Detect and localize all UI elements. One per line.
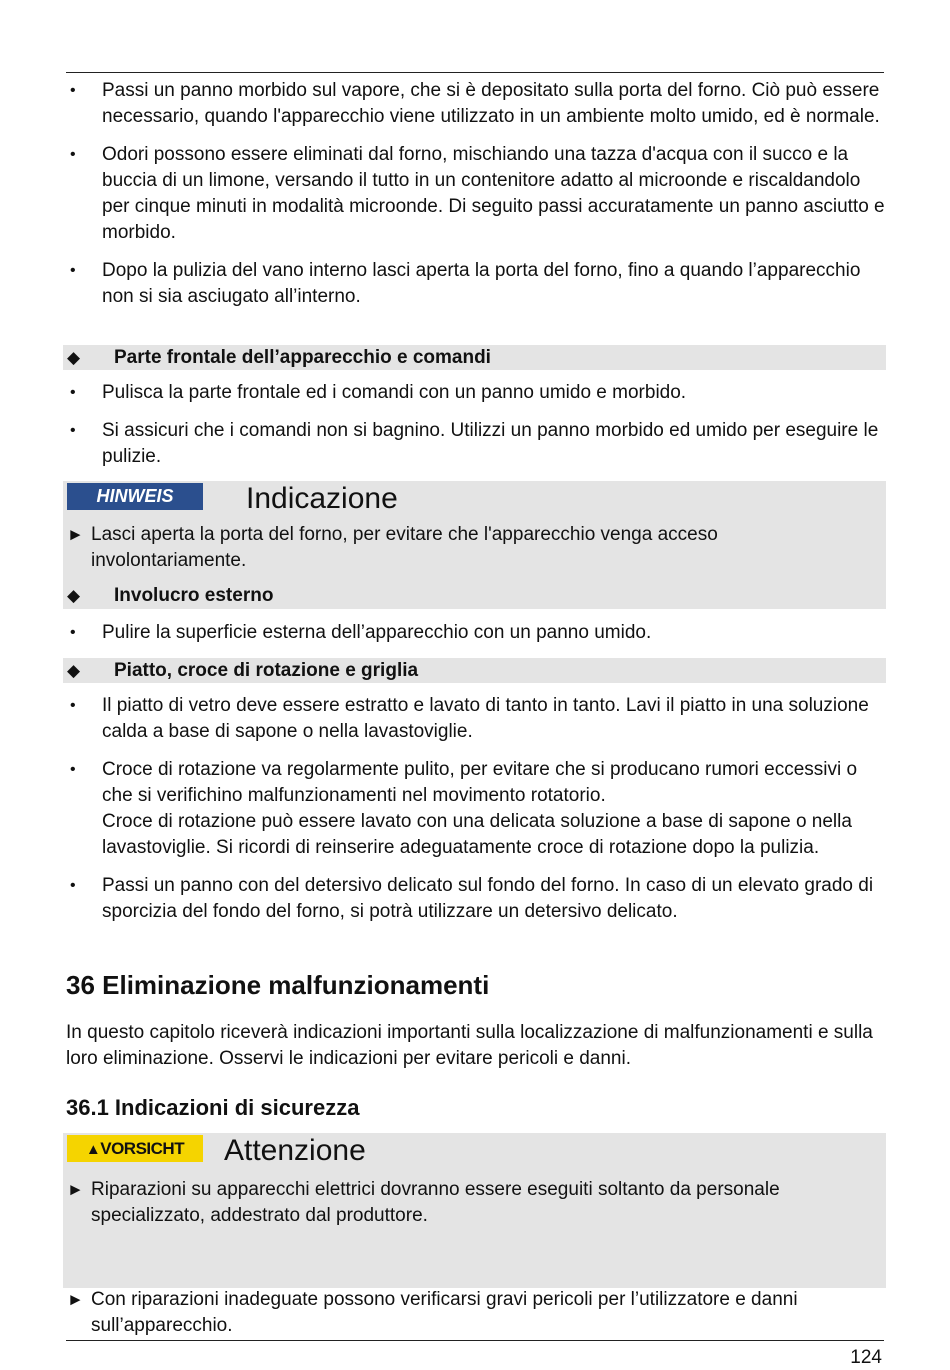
vorsicht-badge (67, 1135, 203, 1162)
top-rule (66, 72, 884, 73)
list-item: • Dopo la pulizia del vano interno lasci aperta la porta del forno, fino a quando l’apparecchio non si sia asciugato all’interno. (66, 258, 890, 310)
bottom-rule (66, 1340, 884, 1341)
arrow-icon: ► (67, 525, 84, 544)
subheading-title: Involucro esterno (114, 585, 274, 606)
subheading-front-panel (63, 345, 886, 370)
caution-title: Attenzione (224, 1134, 366, 1167)
notice-item (67, 522, 871, 574)
warning-icon: ▲ (85, 1141, 101, 1158)
caution-item (67, 1177, 881, 1229)
notice-title: Indicazione (246, 482, 398, 515)
vorsicht-badge-label: VORSICHT (100, 1139, 185, 1158)
page-number: 124 (850, 1347, 882, 1368)
list-item: • Passi un panno con del detersivo delicato sul fondo del forno. In caso di un elevato grado di sporcizia del fondo del forno, si potrà utilizzare un detersivo delicato. (66, 873, 890, 925)
subheading-title: Parte frontale dell’apparecchio e comandi (114, 347, 491, 368)
diamond-icon: ◆ (67, 586, 81, 605)
diamond-icon: ◆ (67, 348, 81, 367)
arrow-icon: ► (67, 1180, 84, 1199)
bullet-list-top (66, 78, 890, 322)
diamond-icon: ◆ (67, 661, 81, 680)
caution-item-text: Riparazioni su apparecchi elettrici dovranno essere eseguiti soltanto da personale specializzato, addestrato dal produttore. (91, 1179, 780, 1226)
list-item: • Odori possono essere eliminati dal forno, mischiando una tazza d'acqua con il succo e la buccia di un limone, versando il tutto in un contenitore adatto al microonde e riscaldandolo per cinque minuti in modalità microonde. Di seguito passi accuratamente un panno asciutto e morbido. (66, 142, 890, 246)
subheading-title: Piatto, croce di rotazione e griglia (114, 660, 419, 681)
caution-item (67, 1287, 881, 1339)
list-item: • Pulisca la parte frontale ed i comandi con un panno umido e morbido. (66, 380, 890, 406)
arrow-icon: ► (67, 1290, 84, 1309)
list-item: • Pulire la superficie esterna dell’apparecchio con un panno umido. (66, 620, 890, 646)
subheading-plate (63, 658, 886, 683)
subheading-outer-case (63, 583, 886, 608)
bullet-list-outer (66, 620, 890, 658)
section-intro: In questo capitolo riceverà indicazioni importanti sulla localizzazione di malfunzionamenti e sulla loro eliminazione. Osservi le indicazioni per evitare pericoli e danni. (66, 1022, 873, 1069)
bullet-list-front (66, 380, 890, 482)
list-item: • Il piatto di vetro deve essere estratto e lavato di tanto in tanto. Lavi il piatto in una soluzione calda a base di sapone o nella lavastoviglie. (66, 693, 890, 745)
caution-item-text: Con riparazioni inadeguate possono verificarsi gravi pericoli per l’utilizzatore e danni sull’apparecchio. (91, 1289, 798, 1336)
list-item: • Croce di rotazione va regolarmente pulito, per evitare che si producano rumori eccessivi o che si verifichino malfunzionamenti nel movimento rotatorio. (66, 757, 890, 809)
list-item-continuation: Croce di rotazione può essere lavato con una delicata soluzione a base di sapone o nella lavastoviglie. Si ricordi di reinserire adeguatamente croce di rotazione dopo la pulizia. (102, 811, 852, 858)
list-item: • Passi un panno morbido sul vapore, che si è depositato sulla porta del forno. Ciò può essere necessario, quando l'apparecchio viene utilizzato in un ambiente molto umido, ed è normale. (66, 78, 890, 130)
section-heading: 36 Eliminazione malfunzionamenti (66, 970, 490, 1000)
bullet-list-plate (66, 693, 890, 937)
hinweis-badge: HINWEIS (67, 483, 203, 510)
notice-item-text: Lasci aperta la porta del forno, per evitare che l'apparecchio venga acceso involontariamente. (91, 524, 718, 571)
caution-box (63, 1133, 886, 1336)
notice-box (63, 481, 886, 609)
subsection-heading: 36.1 Indicazioni di sicurezza (66, 1095, 360, 1120)
list-item: • Si assicuri che i comandi non si bagnino. Utilizzi un panno morbido ed umido per eseguire le pulizie. (66, 418, 890, 470)
